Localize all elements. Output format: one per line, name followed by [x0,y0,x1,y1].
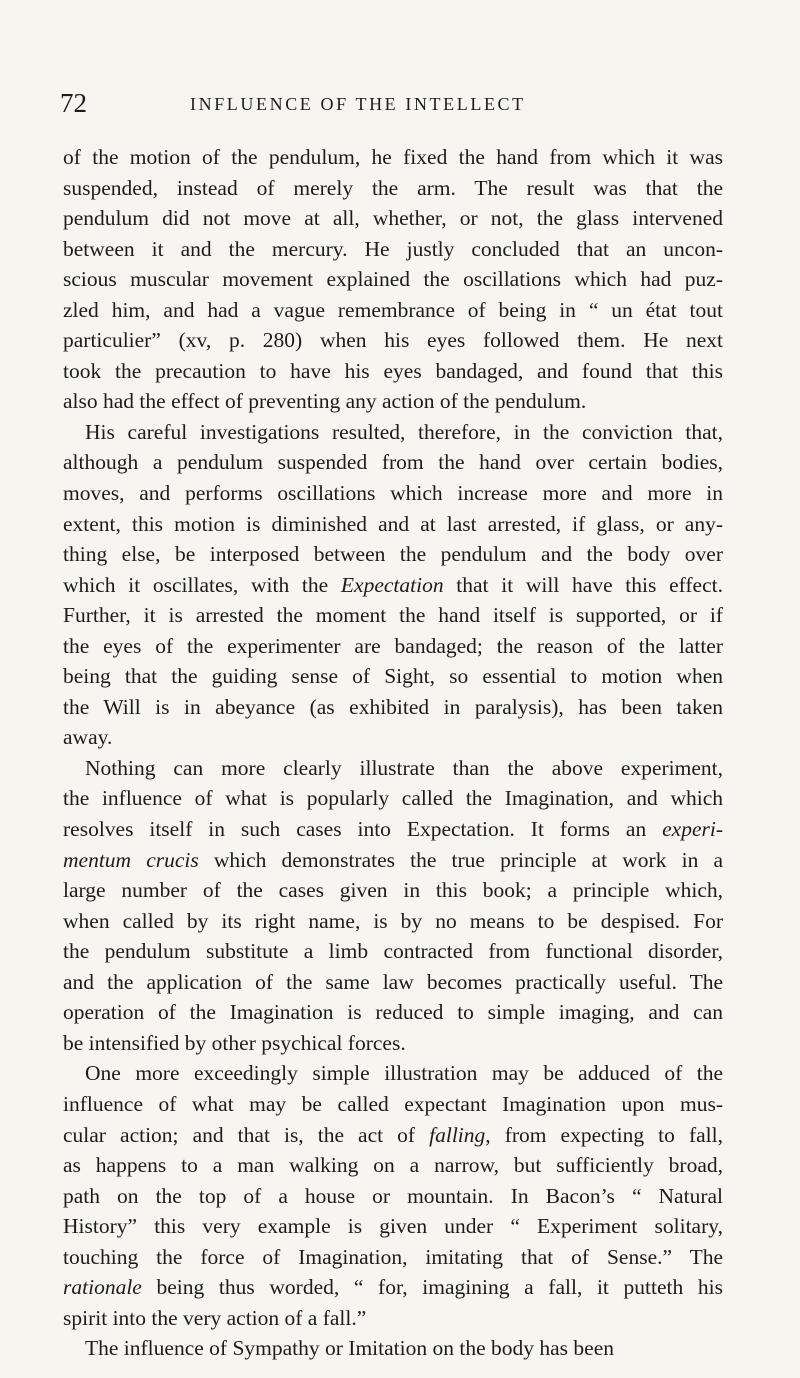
text-run: large number of the cases given in this book; a principle which, [63,878,723,903]
text-line [63,1028,723,1059]
text-run: spirit into the very action of a fall.” [63,1305,367,1330]
text-run: influence of what may be called expectant Imagination upon mus- [63,1091,723,1116]
text-line [63,1272,723,1303]
italic-text: rationale [63,1275,142,1300]
italic-text: Expectation [340,572,444,597]
text-run: operation of the Imagination is reduced to simple imaging, and can [63,1000,723,1025]
text-line [63,570,723,601]
text-run: being that the guiding sense of Sight, so essential to motion when [63,664,723,689]
text-run: path on the top of a house or mountain. In Bacon’s “ Natural [63,1183,723,1208]
text-line [63,1303,723,1334]
text-line [63,906,723,937]
text-run: touching the force of Imagination, imitating that of Sense.” The [63,1244,723,1269]
text-run: One more exceedingly simple illustration may be adduced of the [85,1061,723,1086]
text-run: cular action; and that is, the act of [63,1122,430,1147]
text-line [63,447,723,478]
text-line [63,1211,723,1242]
text-line [63,722,723,753]
text-line [63,1089,723,1120]
text-line [63,967,723,998]
body-text [63,142,723,1364]
text-line [63,509,723,540]
running-head: INFLUENCE OF THE INTELLECT [190,94,526,114]
text-run: , from expecting to fall, [485,1122,723,1147]
text-line [63,1181,723,1212]
text-line [63,753,723,784]
text-line [63,936,723,967]
text-run: resolves itself in such cases into Expectation. It forms an [63,817,663,842]
text-run: extent, this motion is diminished and at last arrested, if glass, or any- [63,511,723,536]
text-run: zled him, and had a vague remembrance of being in “ un état tout [63,297,723,322]
text-run: scious muscular movement explained the oscillations which had puz- [63,267,723,292]
paragraph [63,417,723,753]
text-line [63,1120,723,1151]
text-line [63,783,723,814]
text-line [63,1242,723,1273]
page-number: 72 [60,88,87,118]
text-line [63,539,723,570]
text-run: the influence of what is popularly called the Imagination, and which [63,786,723,811]
text-run: His careful investigations resulted, therefore, in the conviction that, [85,419,723,444]
text-run: that it will have this effect. [443,572,723,597]
text-line [63,661,723,692]
text-run: also had the effect of preventing any action of the pendulum. [63,389,587,414]
text-run: thing else, be interposed between the pendulum and the body over [63,542,723,567]
italic-text: experi- [662,817,723,842]
text-line [63,692,723,723]
text-line [63,356,723,387]
text-run: which demonstrates the true principle at work in a [198,847,723,872]
text-run: and the application of the same law becomes practically useful. The [63,969,723,994]
text-line [63,142,723,173]
text-run: the Will is in abeyance (as exhibited in paralysis), has been taken [63,694,723,719]
text-run: Further, it is arrested the moment the hand itself is supported, or if [63,603,723,628]
text-run: the eyes of the experimenter are bandaged; the reason of the latter [63,633,723,658]
text-line [63,295,723,326]
paragraph [63,142,723,417]
text-line [63,600,723,631]
text-line [63,386,723,417]
text-line [63,173,723,204]
text-run: away. [63,725,113,750]
italic-text: falling [429,1122,486,1147]
text-run: suspended, instead of merely the arm. The result was that the [63,175,723,200]
text-run: being thus worded, “ for, imagining a fall, it putteth his [141,1275,723,1300]
text-line [63,203,723,234]
text-run: as happens to a man walking on a narrow, but sufficiently broad, [63,1153,723,1178]
text-line [63,325,723,356]
text-run: although a pendulum suspended from the hand over certain bodies, [63,450,723,475]
text-run: pendulum did not move at all, whether, or not, the glass intervened [63,206,723,231]
text-run: Nothing can more clearly illustrate than the above experiment, [85,755,723,780]
text-line [63,631,723,662]
text-run: took the precaution to have his eyes bandaged, and found that this [63,358,723,383]
paragraph [63,1058,723,1333]
text-run: particulier” (xv, p. 280) when his eyes followed them. He next [63,328,723,353]
text-line [63,234,723,265]
text-line [63,1058,723,1089]
paragraph [63,753,723,1058]
text-run: when called by its right name, is by no means to be despised. For [63,908,723,933]
text-line [63,845,723,876]
text-run: History” this very example is given under “ Experiment solitary, [63,1214,723,1239]
text-line [63,1333,723,1364]
text-run: which it oscillates, with the [63,572,341,597]
text-run: of the motion of the pendulum, he fixed the hand from which it was [63,145,723,169]
text-line [63,875,723,906]
text-line [63,997,723,1028]
page-header [60,88,720,118]
text-run: the pendulum substitute a limb contracted from functional disorder, [63,939,723,964]
text-line [63,1150,723,1181]
text-line [63,417,723,448]
text-line [63,478,723,509]
paragraph [63,1333,723,1364]
text-run: The influence of Sympathy or Imitation on the body has been [85,1336,615,1361]
italic-text: mentum crucis [63,847,199,872]
text-run: moves, and performs oscillations which increase more and more in [63,481,723,506]
text-run: be intensified by other psychical forces. [63,1030,406,1055]
text-run: between it and the mercury. He justly concluded that an uncon- [63,236,723,261]
text-line [63,264,723,295]
text-line [63,814,723,845]
